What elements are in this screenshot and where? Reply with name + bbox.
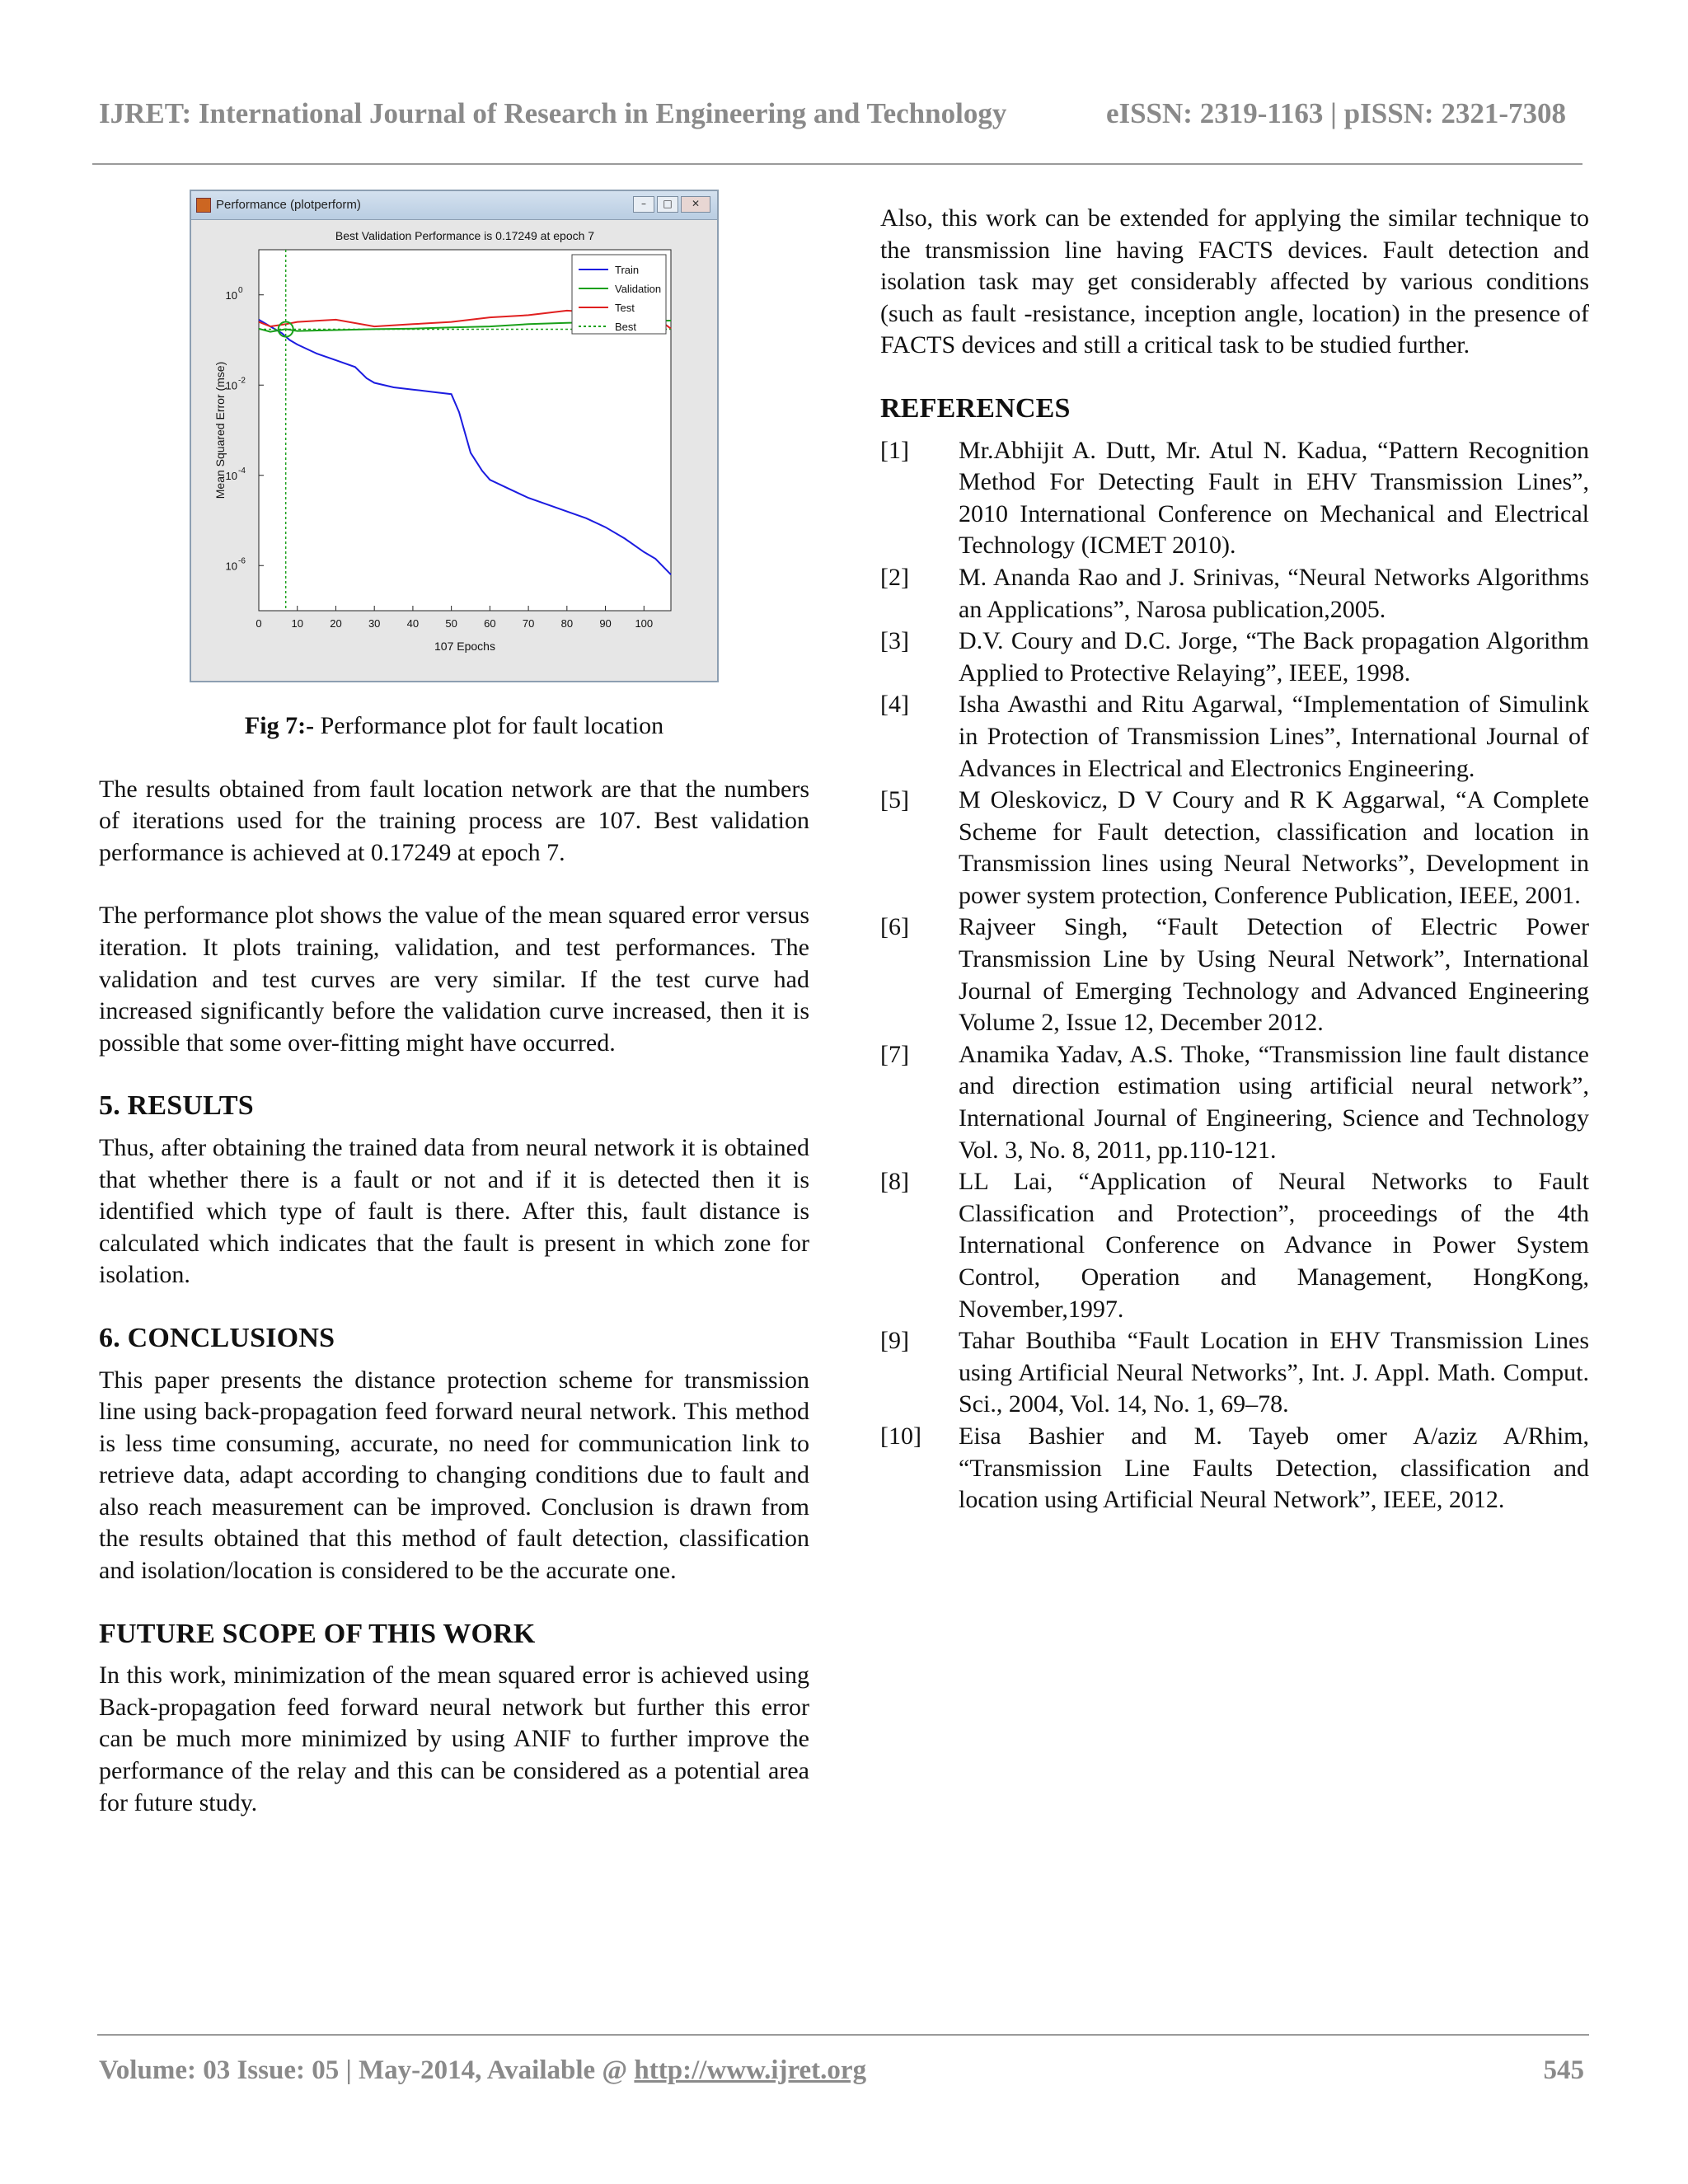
page-header <box>99 97 1566 130</box>
x-tick-label: 20 <box>330 617 342 630</box>
reference-number: [7] <box>880 1040 909 1068</box>
y-tick-label: 10 <box>225 379 237 392</box>
figure-titlebar <box>191 191 717 220</box>
legend-label-test: Test <box>615 302 635 314</box>
page-footer <box>99 2055 1584 2086</box>
y-tick-label: 10 <box>225 469 237 482</box>
issn: eISSN: 2319-1163 | pISSN: 2321-7308 <box>1105 97 1566 129</box>
minimize-button[interactable]: – <box>633 196 654 213</box>
close-button[interactable]: ✕ <box>681 196 710 213</box>
reference-number: [9] <box>880 1327 909 1355</box>
legend-label-best: Best <box>615 321 637 333</box>
legend-label-validation: Validation <box>615 283 662 295</box>
y-tick-label: 10 <box>225 288 237 302</box>
reference-item <box>880 1421 1589 1516</box>
reference-item <box>880 1166 1589 1325</box>
x-axis-label: 107 Epochs <box>434 640 495 653</box>
reference-text: Eisa Bashier and M. Tayeb omer A/aziz A/Rhim, “Transmission Line Faults Detection, classification and location using Artificial Neural Network”, IEEE, 2012. <box>959 1422 1589 1514</box>
x-tick-label: 100 <box>635 617 654 630</box>
reference-item <box>880 435 1589 562</box>
results-text: Thus, after obtaining the trained data from neural network it is obtained that whether there is a fault or not and if it is detected then it is identified which type of fault is there. After this, fault distance is calculated which indicates that the fault is present in which zone for isolation. <box>99 1133 809 1289</box>
reference-item <box>880 1325 1589 1421</box>
journal-title: IJRET: International Journal of Research in Engineering and Technology <box>99 97 1007 129</box>
results-heading: 5. RESULTS <box>99 1090 254 1122</box>
reference-number: [5] <box>880 786 909 814</box>
figure-window-title: Performance (plotperform) <box>216 197 361 212</box>
future-scope-text: In this work, minimization of the mean squared error is achieved using Back-propagation feed forward neural network but further this error can be much more minimized by using ANIF to further improve the performance of the relay and this can be considered as a potential area for future study. <box>99 1661 809 1816</box>
results-paragraph-1: The results obtained from fault location network are that the numbers of iterations used for the training process are 107. Best validation performance is achieved at 0.17249 at epoch 7. <box>99 775 809 866</box>
reference-number: [8] <box>880 1168 909 1196</box>
reference-item <box>880 562 1589 626</box>
reference-text: Isha Awasthi and Ritu Agarwal, “Implementation of Simulink in Protection of Transmission Lines”, International Journal of Advances in Electrical and Electronics Engineering. <box>959 691 1589 782</box>
future-scope-heading: FUTURE SCOPE OF THIS WORK <box>99 1618 536 1649</box>
footer-volume-text: Volume: 03 Issue: 05 | May-2014, Available @ <box>99 2055 635 2085</box>
right-column <box>880 203 1589 1516</box>
reference-item <box>880 785 1589 912</box>
x-tick-label: 80 <box>560 617 574 630</box>
performance-plot <box>191 220 717 682</box>
reference-number: [6] <box>880 913 909 941</box>
page-number: 545 <box>1543 2055 1584 2085</box>
results-paragraph-2: The performance plot shows the value of the mean squared error versus iteration. It plots training, validation, and test performances. The validation and test curves are very similar. If the test curve had increased significantly before the validation curve increased, then it is possible that some over-fitting might have occurred. <box>99 902 809 1057</box>
y-tick-label: 10 <box>225 560 237 573</box>
header-divider <box>92 163 1582 165</box>
reference-number: [4] <box>880 691 909 719</box>
x-tick-label: 90 <box>599 617 612 630</box>
reference-item <box>880 689 1589 785</box>
reference-text: M. Ananda Rao and J. Srinivas, “Neural Networks Algorithms an Applications”, Narosa publication,2005. <box>959 563 1589 623</box>
reference-number: [2] <box>880 563 909 591</box>
x-tick-label: 60 <box>484 617 496 630</box>
reference-text: LL Lai, “Application of Neural Networks to Fault Classification and Protection”, proceedings of the 4th International Conference on Advance in Power System Control, Operation and Management, HongKong, November,1997. <box>959 1168 1589 1323</box>
x-tick-label: 50 <box>445 617 457 630</box>
y-tick-exponent: 0 <box>238 285 243 295</box>
reference-text: Rajveer Singh, “Fault Detection of Electric Power Transmission Line by Using Neural Network”, International Journal of Emerging Technology and Advanced Engineering Volume 2, Issue 12, December 2012. <box>959 913 1589 1037</box>
conclusions-text: This paper presents the distance protection scheme for transmission line using back-propagation feed forward neural network. This method is less time consuming, accurate, no need for communication link to retrieve data, adapt according to changing conditions due to fault and also reach measurement can be improved. Conclusion is drawn from the results obtained that this method of fault detection, classification and isolation/location is considered to be the accurate one. <box>99 1366 809 1585</box>
x-tick-label: 70 <box>522 617 535 630</box>
x-tick-label: 0 <box>256 617 262 630</box>
figure-caption <box>99 710 809 743</box>
extension-paragraph: Also, this work can be extended for applying the similar technique to the transmission line having FACTS devices. Fault detection and isolation task may get considerably affected by various conditions (such as fault -resistance, inception angle, location) in the presence of FACTS devices and still a critical task to be studied further. <box>880 204 1589 359</box>
reference-text: M Oleskovicz, D V Coury and R K Aggarwal, “A Complete Scheme for Fault detection, classification and location in Transmission lines using Neural Networks”, Development in power system protection, Conference Publication, IEEE, 2001. <box>959 786 1589 909</box>
footer-divider <box>97 2034 1589 2036</box>
reference-number: [1] <box>880 436 909 464</box>
performance-figure-window <box>190 190 719 682</box>
y-axis-label: Mean Squared Error (mse) <box>213 361 227 499</box>
reference-item <box>880 1039 1589 1166</box>
left-column <box>99 190 809 1819</box>
references-list <box>880 435 1589 1516</box>
y-tick-exponent: -2 <box>238 376 246 386</box>
x-tick-label: 40 <box>406 617 420 630</box>
journal-link[interactable]: http://www.ijret.org <box>634 2055 867 2085</box>
reference-item <box>880 626 1589 689</box>
figure-caption-label: Fig 7:- <box>244 712 315 739</box>
figure-caption-text: Performance plot for fault location <box>314 712 664 739</box>
chart-title: Best Validation Performance is 0.17249 at epoch 7 <box>335 229 595 242</box>
legend-label-train: Train <box>615 264 640 276</box>
reference-number: [10] <box>880 1422 921 1450</box>
reference-text: D.V. Coury and D.C. Jorge, “The Back propagation Algorithm Applied to Protective Relaying”, IEEE, 1998. <box>959 627 1589 687</box>
references-heading: REFERENCES <box>880 392 1071 424</box>
y-tick-exponent: -6 <box>238 556 246 566</box>
x-tick-label: 10 <box>291 617 303 630</box>
footer-volume-info <box>99 2055 866 2086</box>
reference-item <box>880 912 1589 1038</box>
conclusions-heading: 6. CONCLUSIONS <box>99 1322 335 1353</box>
x-tick-label: 30 <box>368 617 381 630</box>
maximize-button[interactable]: □ <box>657 196 678 213</box>
matlab-icon <box>196 198 211 213</box>
reference-text: Anamika Yadav, A.S. Thoke, “Transmission line fault distance and direction estimation using artificial neural network”, International Journal of Engineering, Science and Technology Vol. 3, No. 8, 2011, pp.110-121. <box>959 1040 1589 1164</box>
reference-text: Tahar Bouthiba “Fault Location in EHV Transmission Lines using Artificial Neural Networks”, Int. J. Appl. Math. Comput. Sci., 2004, Vol. 14, No. 1, 69–78. <box>959 1327 1589 1418</box>
y-tick-exponent: -4 <box>238 466 246 476</box>
reference-number: [3] <box>880 627 909 655</box>
reference-text: Mr.Abhijit A. Dutt, Mr. Atul N. Kadua, “Pattern Recognition Method For Detecting Fault in EHV Transmission Lines”, 2010 International Conference on Mechanical and Electrical Technology (ICMET 2010). <box>959 436 1589 560</box>
